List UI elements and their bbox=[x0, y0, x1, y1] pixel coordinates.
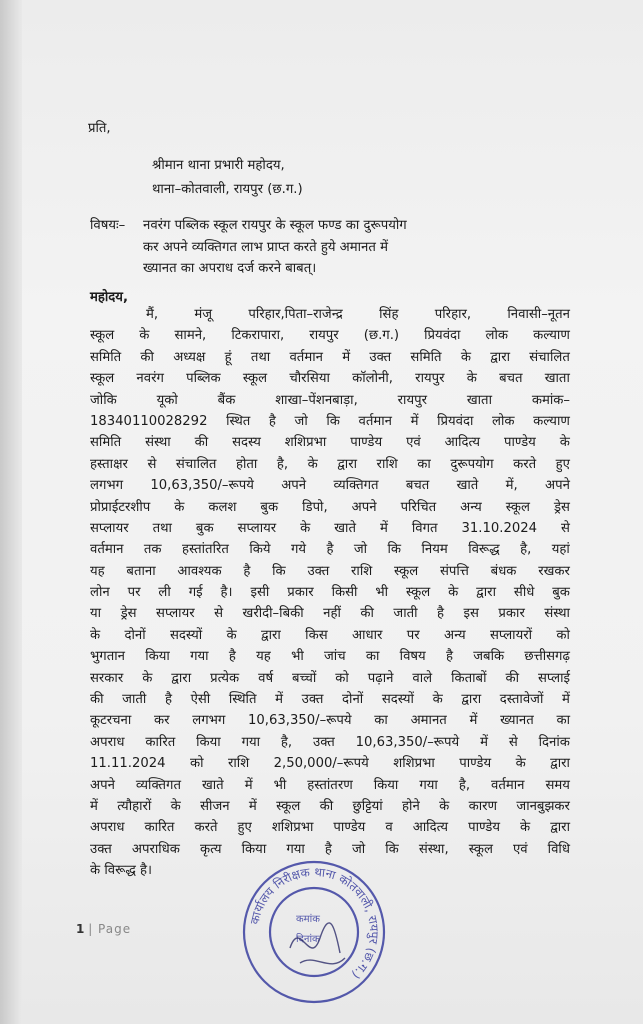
body-line: के विरूद्ध है। bbox=[90, 863, 153, 879]
body-line: की जाती है ऐसी स्थिति में उक्त दोनों सदस्यों के द्वारा दस्तावेजों में bbox=[90, 692, 570, 708]
body-line: लोन पर ली गई है। इसी प्रकार किसी भी स्कूल के द्वारा सीधे बुक bbox=[90, 585, 570, 601]
body-line: या ड्रेस सप्लायर से खरीदी–बिकी नहीं की जाती है इस प्रकार संस्था bbox=[90, 606, 570, 622]
body-line: स्कूल नवरंग पब्लिक स्कूल चौरसिया कॉलोनी, रायपुर के बचत खाता bbox=[90, 371, 570, 387]
body-line: सरकार के द्वारा प्रत्येक वर्ष बच्चों को पढ़ाने वाले किताबों की सप्लाई bbox=[90, 670, 570, 686]
subject-line-1: नवरंग पब्लिक स्कूल रायपुर के स्कूल फण्ड का दुरूपयोग bbox=[143, 218, 407, 233]
body-line: 18340110028292 स्थित है जो कि वर्तमान में प्रियवंदा लोक कल्याण bbox=[90, 413, 570, 429]
body-line: अपने व्यक्तिगत खाते में भी हस्तांतरण किया गया है, वर्तमान समय bbox=[90, 777, 570, 793]
recipient-line-2: थाना–कोतवाली, रायपुर (छ.ग.) bbox=[152, 182, 303, 197]
page-footer bbox=[76, 922, 131, 936]
body-line: लगभग 10,63,350/–रूपये अपने व्यक्तिगत बचत खाते में, अपने bbox=[90, 478, 570, 494]
subject-line-3: ख्यानत का अपराध दर्ज करने बाबत्। bbox=[143, 261, 317, 276]
recipient-line-1: श्रीमान थाना प्रभारी महोदय, bbox=[152, 158, 285, 173]
body-line: में त्यौहारों के सीजन में स्कूल की छुट्टियां होने के कारण जानबुझकर bbox=[90, 798, 570, 814]
body-line: समिति की अध्यक्ष हूं तथा वर्तमान में उक्त समिति के द्वारा संचालित bbox=[90, 349, 570, 365]
body-line: जोकि यूको बैंक शाखा–पेंशनबाड़ा, रायपुर खाता कमांक– bbox=[90, 392, 570, 408]
body-line: भुगतान किया गया है यह भी जांच का विषय है जबकि छत्तीसगढ़ bbox=[90, 649, 570, 665]
body-line: समिति संस्था की सदस्य शशिप्रभा पाण्डेय एवं आदित्य पाण्डेय के bbox=[90, 435, 570, 451]
greeting: महोदय, bbox=[90, 290, 128, 305]
subject-label: विषयः– bbox=[90, 218, 126, 233]
body-line: प्रोप्राईटरशीप के कलश बुक डिपो, अपने परिचित अन्य स्कूल ड्रेस bbox=[90, 499, 570, 515]
stamp-inner-text-2: दिनांक bbox=[296, 934, 320, 945]
stamp-outer-text: कार्यालय निरीक्षक थाना कोतवाली, रायपुर (छ.ग.) bbox=[247, 864, 382, 982]
body-line: उक्त अपराधिक कृत्य किया गया है जो कि संस्था, स्कूल एवं विधि bbox=[90, 841, 570, 857]
body-line: स्कूल के सामने, टिकरापारा, रायपुर (छ.ग.) प्रियवंदा लोक कल्याण bbox=[90, 328, 570, 344]
body-line: मैं, मंजू परिहार,पिता–राजेन्द्र सिंह परिहार, निवासी–नूतन bbox=[146, 307, 570, 322]
stamp-inner-text-1: कमांक bbox=[296, 914, 320, 925]
body-line: कूटरचना कर लगभग 10,63,350/–रूपये का अमानत में ख्यानत का bbox=[90, 713, 570, 729]
body-line: अपराध कारित किया गया है, उक्त 10,63,350/–रूपये में से दिनांक bbox=[90, 734, 570, 750]
page-number: 1 bbox=[76, 922, 85, 936]
body-line: वर्तमान तक हस्तांतरित किये गये है जो कि नियम विरूद्ध है, यहां bbox=[90, 542, 570, 558]
body-line: के दोनों सदस्यों के द्वारा किस आधार पर अन्य सप्लायरों को bbox=[90, 627, 570, 643]
page-word: | Page bbox=[88, 922, 132, 936]
body-line: अपराध कारित करते हुए शशिप्रभा पाण्डेय व आदित्य पाण्डेय के द्वारा bbox=[90, 820, 570, 836]
body-line: सप्लायर तथा बुक सप्लायर के खाते में विगत 31.10.2024 से bbox=[90, 520, 570, 536]
police-station-stamp bbox=[240, 858, 388, 1006]
body-line: 11.11.2024 को राशि 2,50,000/–रूपये शशिप्रभा पाण्डेय के द्वारा bbox=[90, 756, 570, 772]
body-line: हस्ताक्षर से संचालित होता है, के द्वारा राशि का दुरूपयोग करते हुए bbox=[90, 456, 570, 472]
subject-line-2: कर अपने व्यक्तिगत लाभ प्राप्त करते हुये अमानत में bbox=[143, 240, 388, 255]
body-line: यह बताना आवश्यक है कि उक्त राशि स्कूल संपत्ति बंधक रखकर bbox=[90, 563, 570, 579]
salutation: प्रति, bbox=[88, 121, 111, 136]
page-fold-shadow bbox=[0, 0, 22, 1024]
letter-body bbox=[90, 304, 570, 882]
